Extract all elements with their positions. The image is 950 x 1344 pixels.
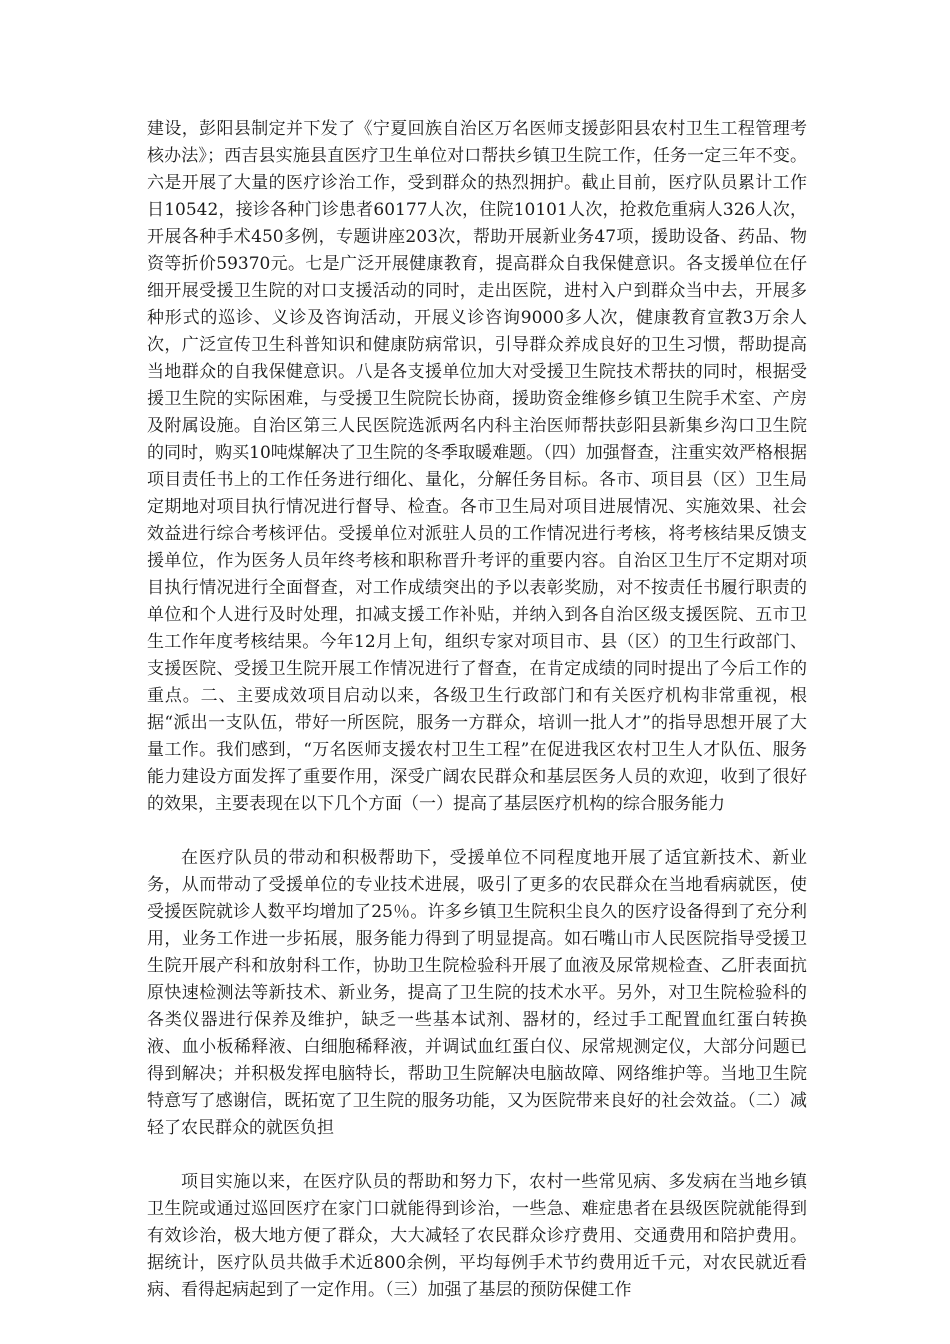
document-page xyxy=(147,116,807,1304)
paragraph-2: 在医疗队员的带动和积极帮助下，受援单位不同程度地开展了适宜新技术、新业务，从而带动了受援单位的专业技术进展，吸引了更多的农民群众在当地看病就医，使受援医院就诊人数平均增加了25％。许多乡镇卫生院积尘良久的医疗设备得到了充分利用，业务工作进一步拓展，服务能力得到了明显提高。如石嘴山市人民医院指导受援卫生院开展产科和放射科工作，协助卫生院检验科开展了血液及尿常规检查、乙肝表面抗原快速检测法等新技术、新业务，提高了卫生院的技术水平。另外，对卫生院检验科的各类仪器进行保养及维护，缺乏一些基本试剂、器材的，经过手工配置血红蛋白转换液、血小板稀释液、白细胞稀释液，并调试血红蛋白仪、尿常规测定仪，大部分问题已得到解决；并积极发挥电脑特长，帮助卫生院解决电脑故障、网络维护等。当地卫生院特意写了感谢信，既拓宽了卫生院的服务功能，又为医院带来良好的社会效益。（二）减轻了农民群众的就医负担 xyxy=(147,848,807,1138)
paragraph-3: 项目实施以来，在医疗队员的帮助和努力下，农村一些常见病、多发病在当地乡镇卫生院或通过巡回医疗在家门口就能得到诊治，一些急、难症患者在县级医院就能得到有效诊治，极大地方便了群众，大大减轻了农民群众诊疗费用、交通费用和陪护费用。据统计，医疗队员共做手术近800余例，平均每例手术节约费用近千元，对农民就近看病、看得起病起到了一定作用。（三）加强了基层的预防保健工作 xyxy=(147,1172,807,1300)
paragraph-1: 建设，彭阳县制定并下发了《宁夏回族自治区万名医师支援彭阳县农村卫生工程管理考核办法》；西吉县实施县直医疗卫生单位对口帮扶乡镇卫生院工作，任务一定三年不变。六是开展了大量的医疗诊治工作，受到群众的热烈拥护。截止目前，医疗队员累计工作日10542，接诊各种门诊患者60177人次，住院10101人次，抢救危重病人326人次，开展各种手术450多例，专题讲座203次，帮助开展新业务47项，援助设备、药品、物资等折价59370元。七是广泛开展健康教育，提高群众自我保健意识。各支援单位在仔细开展受援卫生院的对口支援活动的同时，走出医院，进村入户到群众当中去，开展多种形式的巡诊、义诊及咨询活动，开展义诊咨询9000多人次，健康教育宣教3万余人次，广泛宣传卫生科普知识和健康防病常识，引导群众养成良好的卫生习惯，帮助提高当地群众的自我保健意识。八是各支援单位加大对受援卫生院技术帮扶的同时，根据受援卫生院的实际困难，与受援卫生院院长协商，援助资金维修乡镇卫生院手术室、产房及附属设施。自治区第三人民医院选派两名内科主治医师帮扶彭阳县新集乡沟口卫生院的同时，购买10吨煤解决了卫生院的冬季取暖难题。（四）加强督查，注重实效严格根据项目责任书上的工作任务进行细化、量化，分解任务目标。各市、项目县（区）卫生局定期地对项目执行情况进行督导、检查。各市卫生局对项目进展情况、实施效果、社会效益进行综合考核评估。受援单位对派驻人员的工作情况进行考核，将考核结果反馈支援单位，作为医务人员年终考核和职称晋升考评的重要内容。自治区卫生厅不定期对项目执行情况进行全面督查，对工作成绩突出的予以表彰奖励，对不按责任书履行职责的单位和个人进行及时处理，扣减支援工作补贴，并纳入到各自治区级支援医院、五市卫生工作年度考核结果。今年12月上旬，组织专家对项目市、县（区）的卫生行政部门、支援医院、受援卫生院开展工作情况进行了督查，在肯定成绩的同时提出了今后工作的重点。二、主要成效项目启动以来，各级卫生行政部门和有关医疗机构非常重视，根据“派出一支队伍，带好一所医院，服务一方群众，培训一批人才”的指导思想开展了大量工作。我们感到，“万名医师支援农村卫生工程”在促进我区农村卫生人才队伍、服务能力建设方面发挥了重要作用，深受广阔农民群众和基层医务人员的欢迎，收到了很好的效果，主要表现在以下几个方面（一）提高了基层医疗机构的综合服务能力 xyxy=(147,119,807,814)
